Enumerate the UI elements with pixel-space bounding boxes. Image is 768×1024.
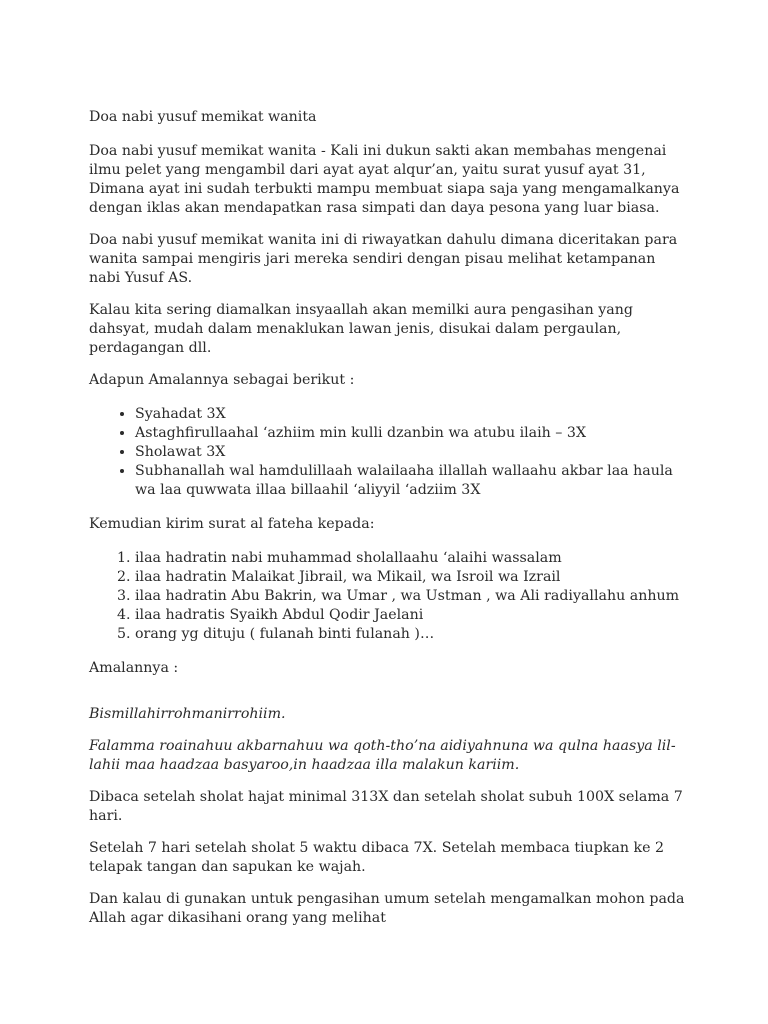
list-item: • Astaghfirullaahal ‘azhiim min kulli dzanbin wa atubu ilaih – 3X [135,424,689,443]
closing-paragraph-1: Dibaca setelah sholat hajat minimal 313X dan setelah sholat subuh 100X selama 7 hari. [89,789,683,824]
intro-paragraph-3: Kalau kita sering diamalkan insyaallah akan memilki aura pengasihan yang dahsyat, mudah dalam menaklukan lawan jenis, disukai dalam pergaulan, perdagangan dll. [89,302,633,356]
intro-paragraph-1: Doa nabi yusuf memikat wanita - Kali ini dukun sakti akan membahas mengenai ilmu pelet yang mengambil dari ayat ayat alqur’an, yaitu surat yusuf ayat 31, Dimana ayat ini sudah terbukti mampu membuat siapa saja yang mengamalkanya dengan iklas akan mendapatkan rasa simpati dan daya pesona yang luar biasa. [89,143,680,216]
bismillah-line: Bismillahirrohmanirrohiim. [89,706,286,722]
amalan-heading: Amalannya : [89,660,179,676]
list-item: 4. ilaa hadratis Syaikh Abdul Qodir Jaelani [135,606,689,625]
amalan-bullet-list [89,405,689,500]
list-item: 2. ilaa hadratin Malaikat Jibrail, wa Mikail, wa Isroil wa Izrail [135,568,689,587]
closing-paragraph-3: Dan kalau di gunakan untuk pengasihan umum setelah mengamalkan mohon pada Allah agar dikasihani orang yang melihat [89,891,685,926]
document-page [89,108,689,941]
list-item: • Sholawat 3X [135,443,689,462]
list-item: • Subhanallah wal hamdulillaah walailaaha illallah wallaahu akbar laa haula wa laa quwwata illaa billaahil ‘aliyyil ‘adziim 3X [135,462,689,500]
fateha-numbered-list [89,549,689,644]
document-title: Doa nabi yusuf memikat wanita [89,109,317,125]
list-item: 1. ilaa hadratin nabi muhammad sholallaahu ‘alaihi wassalam [135,549,689,568]
amalan-intro: Adapun Amalannya sebagai berikut : [89,372,355,388]
list-item: 3. ilaa hadratin Abu Bakrin, wa Umar , wa Ustman , wa Ali radiyallahu anhum [135,587,689,606]
fateha-intro: Kemudian kirim surat al fateha kepada: [89,516,375,532]
closing-paragraph-2: Setelah 7 hari setelah sholat 5 waktu dibaca 7X. Setelah membaca tiupkan ke 2 telapak tangan dan sapukan ke wajah. [89,840,665,875]
verse-text: Falamma roainahuu akbarnahuu wa qoth-tho’na aidiyahnuna wa qulna haasya lil-lahii maa haadzaa basyaroo,in haadzaa illa malakun kariim. [89,738,676,773]
intro-paragraph-2: Doa nabi yusuf memikat wanita ini di riwayatkan dahulu dimana diceritakan para wanita sampai mengiris jari mereka sendiri dengan pisau melihat ketampanan nabi Yusuf AS. [89,232,678,286]
list-item: 5. orang yg dituju ( fulanah binti fulanah )… [135,625,689,644]
list-item: • Syahadat 3X [135,405,689,424]
